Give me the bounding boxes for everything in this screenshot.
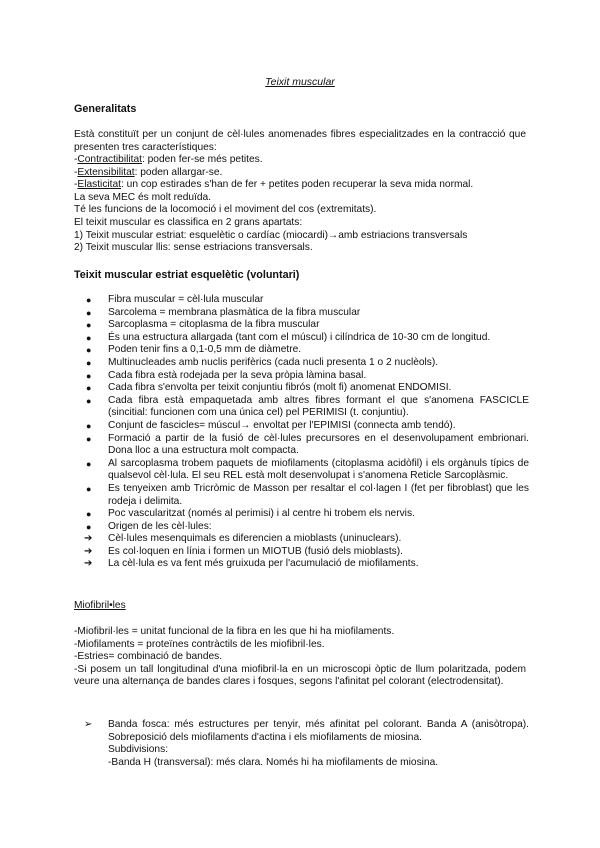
bullet-icon: ●	[86, 383, 92, 394]
property-label: Elasticitat	[77, 179, 122, 191]
list-item-text: Conjunt de fascicles= múscul→ envoltat per l'EPIMISI (connecta amb tendó).	[108, 419, 456, 431]
bullet-icon: ●	[86, 295, 92, 305]
list-item-text: Sarcoplasma = citoplasma de la fibra muscular	[108, 319, 320, 331]
list-item-text: Poden tenir fins a 0,1-0,5 mm de diàmetre.	[108, 344, 302, 356]
bullet-list	[74, 294, 529, 571]
arrowhead-icon: ➢	[84, 719, 93, 730]
property-label: Contractibilitat	[77, 154, 142, 165]
text-line: -Miofibril·les = unitat funcional de la fibra en les que hi ha miofilaments.	[74, 626, 395, 637]
list-item-text: Cada fibra s'envolta per teixit conjuntiu fibrós (molt fi) anomenat ENDOMISI.	[108, 382, 452, 394]
arrow-right-icon: ➔	[84, 558, 93, 570]
property-item: -Extensibilitat: poden allargar-se.	[74, 166, 223, 178]
text-line: 2) Teixit muscular llis: sense estriacions transversals.	[74, 242, 313, 254]
list-item-text: Cèl·lules mesenquimals es diferencien a mioblasts (uninuclears).	[108, 533, 402, 545]
property-item: -Elasticitat: un cop estirades s'han de fer + petites poden recuperar la seva mida normal.	[74, 179, 474, 191]
bullet-icon: ●	[86, 320, 92, 331]
property-list	[74, 154, 526, 255]
list-item	[74, 508, 529, 521]
list-item-text: Formació a partir de la fusió de cèl·lules precursores en el desenvolupament embrionari. Dona lloc a una estructura molt compacta.	[108, 432, 529, 457]
list-item-text: Es col·loquen en línia i formen un MIOTUB (fusió dels mioblasts).	[108, 545, 403, 557]
text-line: -Banda H (transversal): més clara. Només hi ha miofilaments de miosina.	[108, 756, 439, 768]
page-title: Teixit muscular	[265, 76, 335, 88]
list-item	[74, 521, 529, 534]
list-item	[74, 558, 529, 571]
list-item-text: Fibra muscular = cèl·lula muscular	[108, 294, 264, 305]
list-item	[74, 395, 529, 420]
section-heading-estriat: Teixit muscular estriat esquelètic (voluntari)	[74, 269, 300, 281]
list-item-text: Al sarcoplasma trobem paquets de miofilaments (citoplasma acidòfil) i els orgànuls típics de qualsevol cèl·lula. El seu REL està molt desenvolupat i s'anomena Reticle Sarcoplàsmic.	[108, 457, 529, 482]
list-item	[74, 357, 529, 370]
bullet-icon: ●	[86, 420, 92, 431]
list-item	[74, 370, 529, 383]
text-line: Té les funcions de la locomoció i el moviment del cos (extremitats).	[74, 204, 377, 216]
text-line: -Miofilaments = proteïnes contràctils de les miofibril·les.	[74, 638, 325, 650]
list-item	[74, 319, 529, 332]
property-text: : poden fer-se més petites.	[141, 154, 263, 165]
bullet-icon: ●	[86, 483, 92, 494]
intro-paragraph: Està constituït per un conjunt de cèl·lules anomenades fibres especialitzades en la contracció que presenten tres característiques:	[74, 129, 526, 153]
bullet-icon: ●	[86, 458, 92, 469]
list-item	[74, 344, 529, 357]
sub-list-item	[74, 719, 529, 769]
list-item	[74, 546, 529, 559]
bullet-icon: ●	[86, 370, 92, 381]
property-text: : poden allargar-se.	[134, 166, 223, 178]
section-heading-generalitats: Generalitats	[74, 103, 137, 115]
list-item-text: Multinucleades amb nuclis perifèrics (cada nucli presenta 1 o 2 nuclèols).	[108, 356, 439, 368]
bullet-icon: ●	[86, 509, 92, 520]
section-heading-miofibril: Miofibril•les	[74, 600, 126, 611]
list-item-text: Cada fibra està rodejada per la seva pròpia làmina basal.	[108, 369, 367, 381]
text-line: -Estries= combinació de bandes.	[74, 651, 223, 663]
list-item-text: Cada fibra està empaquetada amb altres fibres formant el que s'anomena FASCICLE (sincitial: funcionen com una única cel) pel PERIMISI (t. conjuntiu).	[108, 394, 529, 419]
arrow-right-icon: ➔	[84, 545, 93, 557]
list-item-text: La cèl·lula es va fent més gruixuda per l'acumulació de miofilaments.	[108, 558, 419, 570]
list-item-text: Poc vascularitzat (només al perimisi) i al centre hi trobem els nervis.	[108, 508, 415, 520]
property-text: : un cop estirades s'han de fer + petites poden recuperar la seva mida normal.	[121, 179, 474, 191]
list-item	[74, 483, 529, 508]
text-paragraph: Banda fosca: més estructures per tenyir, més afinitat pel colorant. Banda A (anisòtropa). Sobreposició dels miofilaments d'actina i els miofilaments de miosina.	[108, 719, 529, 743]
text-line: El teixit muscular es classifica en 2 grans apartats:	[74, 216, 303, 228]
list-item	[74, 420, 529, 433]
bullet-icon: ●	[86, 357, 92, 368]
list-item	[74, 332, 529, 345]
list-item	[74, 294, 529, 307]
property-label: Extensibilitat	[77, 166, 135, 178]
text-line: La seva MEC és molt reduïda.	[74, 191, 212, 203]
bullet-icon: ●	[86, 307, 92, 318]
list-item-text: Es tenyeixen amb Tricròmic de Masson per resaltar el col·lagen I (fet per fibroblast) que les rodeja i delimita.	[108, 482, 529, 507]
list-item	[74, 533, 529, 546]
bullet-icon: ●	[86, 332, 92, 343]
list-item	[74, 458, 529, 483]
list-item	[74, 433, 529, 458]
bullet-icon: ●	[86, 521, 92, 532]
list-item	[74, 382, 529, 395]
text-paragraph: -Si posem un tall longitudinal d'una miofibril·la en un microscopi òptic de llum polaritzada, podem veure una alternança de bandes clares i fosques, segons l'afinitat pel colorant (electrodensitat).	[74, 663, 526, 688]
text-line: Subdivisions:	[108, 744, 169, 756]
arrow-right-icon: ➔	[84, 533, 93, 545]
list-item-text: És una estructura allargada (tant com el múscul) i cilíndrica de 10-30 cm de longitud.	[108, 331, 491, 343]
list-item	[74, 307, 529, 320]
property-item: -Contractibilitat: poden fer-se més petites.	[74, 154, 263, 165]
text-line: 1) Teixit muscular estriat: esquelètic o cardíac (miocardi)→amb estriacions transversals	[74, 229, 468, 241]
bullet-icon: ●	[86, 345, 92, 356]
bullet-icon: ●	[86, 433, 92, 444]
miofibril-definitions	[74, 626, 526, 689]
bullet-icon: ●	[86, 395, 92, 406]
list-item-text: Sarcolema = membrana plasmàtica de la fibra muscular	[108, 306, 361, 318]
list-item-text: Origen de les cèl·lules:	[108, 520, 212, 532]
